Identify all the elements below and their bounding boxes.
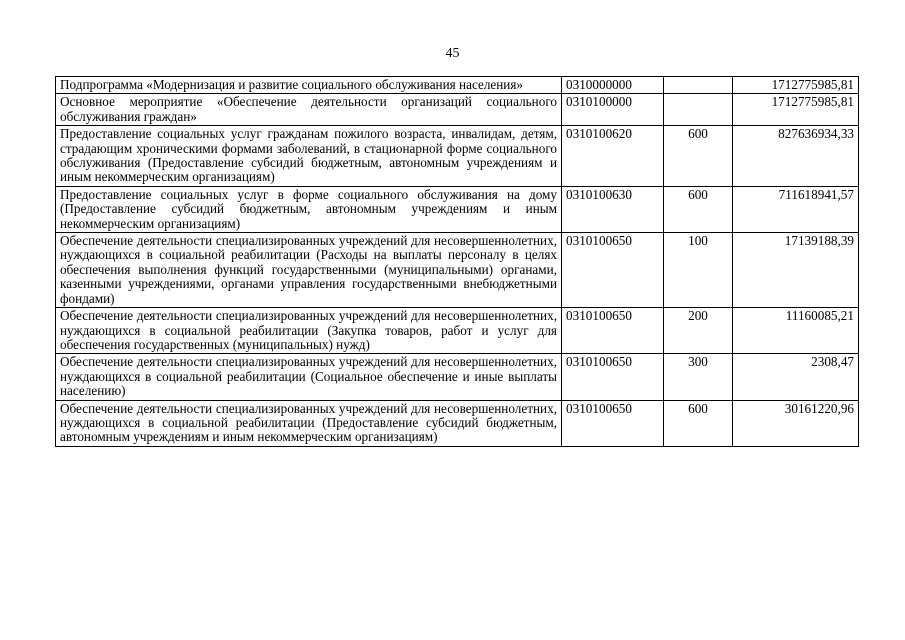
table-row (56, 354, 859, 400)
page-number: 45 (445, 46, 460, 61)
table-row (56, 308, 859, 354)
row-name-cell: Обеспечение деятельности специализированных учреждений для несовершеннолетних, нуждающихся в социальной реабилитации (Расходы на выплаты персоналу в целях обеспечения выполнения функций государственными (муниципальными) органами, казенными учреждениями, органами управления государственными внебюджетными фондами) (56, 233, 562, 308)
row-name-cell: Предоставление социальных услуг в форме социального обслуживания на дому (Предоставление субсидий бюджетным, автономным учреждениям и иным некоммерческим организациям) (56, 186, 562, 232)
table-row (56, 126, 859, 187)
row-code-cell: 0310100620 (562, 126, 664, 187)
row-name-cell: Обеспечение деятельности специализированных учреждений для несовершеннолетних, нуждающихся в социальной реабилитации (Предоставление субсидий бюджетным, автономным учреждениям и иным некоммерческим организациям) (56, 400, 562, 446)
table-row (56, 94, 859, 126)
row-code-cell: 0310100650 (562, 400, 664, 446)
row-sum-cell: 1712775985,81 (733, 94, 859, 126)
row-sum-cell: 11160085,21 (733, 308, 859, 354)
row-name-cell: Предоставление социальных услуг гражданам пожилого возраста, инвалидам, детям, страдающим хроническими формами заболеваний, в стационарной форме социального обслуживания (Предоставление субсидий бюджетным, автономным учреждениям и иным некоммерческим организациям) (56, 126, 562, 187)
row-sum-cell: 711618941,57 (733, 186, 859, 232)
row-type-cell: 300 (664, 354, 733, 400)
row-sum-cell: 30161220,96 (733, 400, 859, 446)
row-name-cell: Подпрограмма «Модернизация и развитие социального обслуживания населения» (56, 77, 562, 94)
table-row (56, 77, 859, 94)
row-type-cell: 200 (664, 308, 733, 354)
table-row (56, 186, 859, 232)
row-code-cell: 0310100650 (562, 308, 664, 354)
budget-table (55, 76, 859, 447)
row-sum-cell: 827636934,33 (733, 126, 859, 187)
row-name-cell: Обеспечение деятельности специализированных учреждений для несовершеннолетних, нуждающихся в социальной реабилитации (Социальное обеспечение и иные выплаты населению) (56, 354, 562, 400)
row-sum-cell: 2308,47 (733, 354, 859, 400)
row-type-cell: 600 (664, 126, 733, 187)
row-name-cell: Основное мероприятие «Обеспечение деятельности организаций социального обслуживания граждан» (56, 94, 562, 126)
table-row (56, 233, 859, 308)
row-type-cell: 600 (664, 186, 733, 232)
row-code-cell: 0310000000 (562, 77, 664, 94)
row-code-cell: 0310100630 (562, 186, 664, 232)
row-code-cell: 0310100000 (562, 94, 664, 126)
row-code-cell: 0310100650 (562, 233, 664, 308)
row-type-cell (664, 94, 733, 126)
row-type-cell: 600 (664, 400, 733, 446)
row-sum-cell: 17139188,39 (733, 233, 859, 308)
table-row (56, 400, 859, 446)
row-code-cell: 0310100650 (562, 354, 664, 400)
row-type-cell: 100 (664, 233, 733, 308)
row-name-cell: Обеспечение деятельности специализированных учреждений для несовершеннолетних, нуждающихся в социальной реабилитации (Закупка товаров, работ и услуг для обеспечения государственных (муниципальных) нужд) (56, 308, 562, 354)
row-type-cell (664, 77, 733, 94)
row-sum-cell: 1712775985,81 (733, 77, 859, 94)
